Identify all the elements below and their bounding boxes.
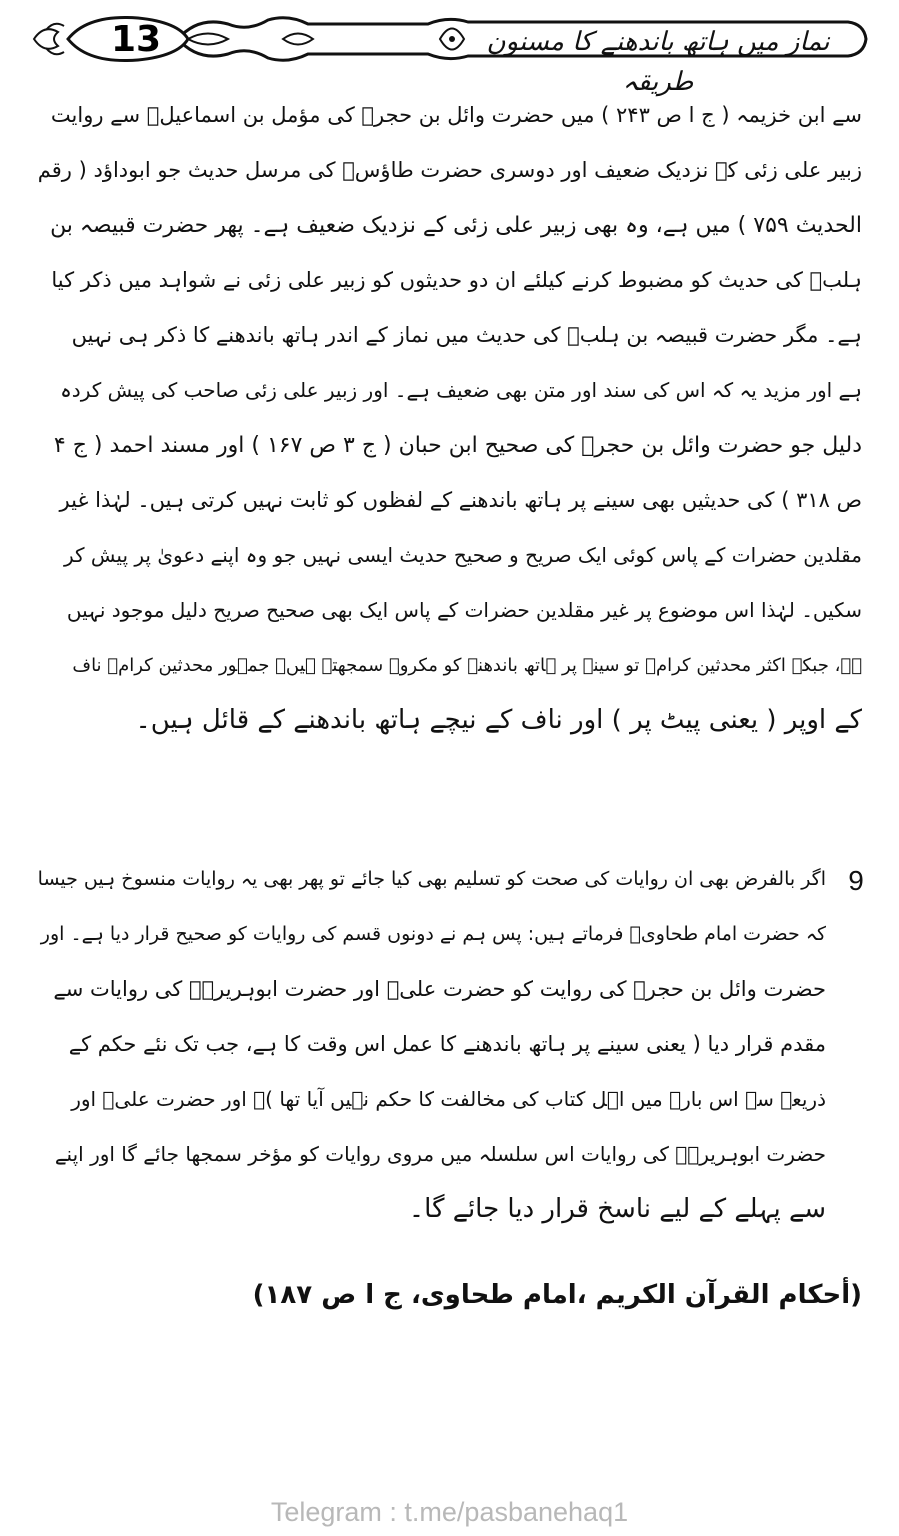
- text-line: ہلبؓ کی حدیث کو مضبوط کرنے کیلئے ان دو حدیثوں کو زبیر علی زئی نے شواہد میں ذکر کیا: [51, 268, 862, 292]
- text-line: کہ حضرت امام طحاویؒ فرماتے ہیں: پس ہم نے دونوں قسم کی روایات کو صحیح قرار دیا ہے۔ اور: [40, 923, 826, 945]
- text-line: سے پہلے کے لیے ناسخ قرار دیا جائے گا۔: [408, 1194, 826, 1224]
- text-line: مقلدین حضرات کے پاس کوئی ایک صریح و صحیح حدیث ایسی نہیں جو وہ اپنے دعویٰ پر پیش کر: [64, 543, 862, 567]
- text-line: مقدم قرار دیا ( یعنی سینے پر ہاتھ باندھنے کا عمل اس وقت کا ہے، جب تک نئے حکم کے: [68, 1032, 826, 1056]
- section-paragraph: [36, 852, 826, 1237]
- text-line: ص ۳۱۸ ) کی حدیثیں بھی سینے پر ہاتھ باندھنے کے لفظوں کو ثابت نہیں کرتی ہیں۔ لہٰذا غیر: [59, 488, 862, 512]
- text-line: دلیل جو حضرت وائل بن حجرؓ کی صحیح ابن حبان ( ج ۳ ص ۱۶۷ ) اور مسند احمد ( ج ۴: [53, 433, 862, 458]
- text-line: سے ابن خزیمہ ( ج ا ص ۲۴۳ ) میں حضرت وائل بن حجرؓ کی مؤمل بن اسماعیلؒ سے روایت: [50, 103, 862, 127]
- text-line: ہے اور مزید یہ کہ اس کی سند اور متن بھی ضعیف ہے۔ اور زبیر علی زئی صاحب کی پیش کردہ: [60, 378, 862, 402]
- page-title: نماز میں ہاتھ باندھنے کا مسنون طریقہ: [486, 27, 830, 97]
- text-line: زبیر علی زئی کے نزدیک ضعیف اور دوسری حضرت طاؤسؒ کی مرسل حدیث جو ابوداؤد ( رقم: [37, 158, 862, 182]
- telegram-watermark: Telegram : t.me/pasbanehaq1: [270, 1497, 629, 1527]
- source-reference: (أحكام القرآن الكريم ،امام طحاوی، ج ا ص ۱۸۷): [252, 1280, 862, 1310]
- text-line: ہے، جبکہ اکثر محدثین کرامؒ تو سینے پر ہاتھ باندھنے کو مکروہ سمجھتے ہیں۔ جمہور محدثین کرامؒ ناف: [72, 655, 862, 676]
- text-line: اگر بالفرض بھی ان روایات کی صحت کو تسلیم بھی کیا جائے تو پھر بھی یہ روایات منسوخ ہیں جیسا: [37, 868, 826, 890]
- text-line: سکیں۔ لہٰذا اس موضوع پر غیر مقلدین حضرات کے پاس ایک بھی صحیح صریح دلیل موجود نہیں: [66, 598, 862, 622]
- text-line: کے اوپر ( یعنی پیٹ پر ) اور ناف کے نیچے ہاتھ باندھنے کے قائل ہیں۔: [135, 705, 862, 735]
- section-number: 9: [848, 865, 864, 896]
- text-line: الحدیث ۷۵۹ ) میں ہے، وہ بھی زبیر علی زئی کے نزدیک ضعیف ہے۔ پھر حضرت قبیصہ بن: [50, 213, 862, 238]
- text-line: ہے۔ مگر حضرت قبیصہ بن ہلبؓ کی حدیث میں نماز کے اندر ہاتھ باندھنے کا ذکر ہی نہیں: [71, 323, 862, 347]
- text-line: حضرت وائل بن حجرؓ کی روایت کو حضرت علیؓ اور حضرت ابوہریرہؓ کی روایات سے: [53, 977, 826, 1001]
- page-header: [28, 10, 872, 97]
- main-paragraph: [36, 88, 862, 748]
- text-line: ذریعہ سے اس بارے میں اہل کتاب کی مخالفت کا حکم نہیں آیا تھا )۔ اور حضرت علیؓ اور: [71, 1087, 826, 1111]
- page-number: 13: [110, 19, 162, 60]
- text-line: حضرت ابوہریرہؓ کی روایات اس سلسلہ میں مروی روایات کو مؤخر سمجھا جائے گا اور اپنے: [54, 1142, 826, 1166]
